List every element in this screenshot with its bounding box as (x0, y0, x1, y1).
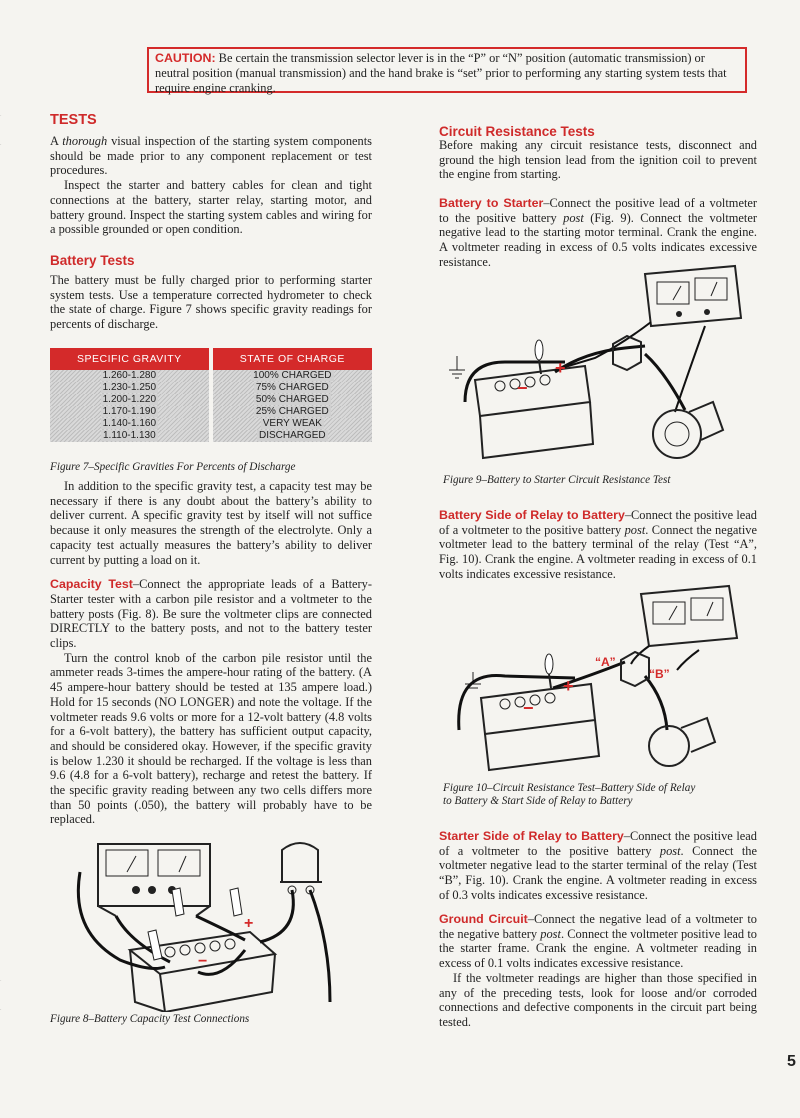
figure-10-caption: Figure 10–Circuit Resistance Test–Battery Side of Relay to Battery & Start Side of Relay to Battery (443, 782, 696, 807)
fig8-minus-sign: − (198, 953, 208, 970)
tests-paragraph-2: Inspect the starter and battery cables for clean and tight connections at the battery, starter relay, starting motor, and battery ground. Inspect the starting system cables and wiring for a possible grounded or open condition. (50, 178, 372, 237)
figure-9-caption: Figure 9–Battery to Starter Circuit Resistance Test (443, 474, 671, 486)
fig10-label-a: “A” (595, 655, 616, 669)
capacity-test-paragraph-2: Turn the control knob of the carbon pile resistor until the ammeter reads 3-times the ampere-hour rating of the battery. (A 45 ampere-hour battery should be tested at 135 ampere load.) Hold for 15 seconds (NO LONGER) and note the voltage. If the voltmeter reads 9.6 volts or more for a 12-volt battery (4.8 volts for a 6-volt battery), the battery has sufficient output capacity, and should be considered okay. However, if the specific gravity is below 1.230 it should be recharged. If the voltage is less than 9.6 (4.8 for a 6-volt battery), recharge and retest the battery. If the specific gravity reading between any two cells differs more than 50 points (.050), the battery will probably have to be replaced. (50, 650, 372, 827)
caution-text: Be certain the transmission selector lever is in the “P” or “N” position (automatic transmission) or neutral position (manual transmission) and the hand brake is “set” prior to performing any starting system tests that require engine cranking. (155, 51, 727, 95)
table-row: 1.170-1.190 25% CHARGED (50, 406, 372, 418)
capacity-test-heading: Capacity Test (50, 577, 133, 592)
fig10-label-b: “B” (649, 667, 670, 681)
table-row: 1.260-1.280 100% CHARGED (50, 370, 372, 382)
figure-8-caption: Figure 8–Battery Capacity Test Connections (50, 1013, 250, 1025)
figure-10-illustration (445, 580, 745, 780)
fig8-plus-sign: + (244, 915, 254, 932)
fig9-minus-sign: − (517, 378, 528, 398)
fig10-minus-sign: − (523, 698, 534, 718)
battery-to-starter-heading: Battery to Starter (439, 196, 544, 210)
capacity-test-paragraph: Capacity Test–Connect the appropriate leads of a Battery-Starter tester with a carbon pile resistor and a voltmeter to the battery posts (Fig. 8). Be sure the voltmeter clips are connected DIRECTLY to the battery posts, and not to the battery tester clips. (50, 577, 372, 651)
capacity-intro-paragraph: In addition to the specific gravity test, a capacity test may be necessary if there is any doubt about the battery’s ability to deliver current. A specific gravity test by itself will not suffice because it only measures the strength of the electrolyte. Only a capacity test actually measures the battery’s ability to deliver current by putting a load on it. (50, 479, 372, 567)
ground-circuit-paragraph: Ground Circuit–Connect the negative lead of a voltmeter to the negative battery post. Connect the voltmeter positive lead to the starter frame. Crank the engine. A voltmeter reading in excess of 0.1 volts indicates excessive resistance. (439, 912, 757, 971)
figure-8-illustration (60, 832, 350, 1012)
circuit-resistance-paragraph: Before making any circuit resistance tests, disconnect and ground the high tension lead from the ignition coil to prevent the engine from starting. (439, 138, 757, 182)
circuit-resistance-heading: Circuit Resistance Tests (439, 124, 595, 139)
ground-circuit-heading: Ground Circuit (439, 912, 528, 926)
binder-hole (0, 980, 9, 1010)
battery-to-starter-paragraph: Battery to Starter–Connect the positive lead of a voltmeter to the positive battery post (Fig. 9). Connect the voltmeter negative lead to the starting motor terminal. Crank the engine. A voltmeter reading in excess of 0.5 volts indicates excessive resistance. (439, 196, 758, 269)
tests-paragraph-1: A thorough visual inspection of the starting system components should be made prior to any component replacement or test procedures. (50, 134, 372, 178)
fig9-plus-sign: + (555, 358, 566, 378)
table-row: 1.230-1.250 75% CHARGED (50, 382, 372, 394)
table-row: 1.110-1.130 DISCHARGED (50, 430, 372, 442)
fig10-plus-sign: + (563, 676, 574, 696)
caution-box (147, 47, 747, 93)
ground-circuit-section (439, 912, 757, 1030)
starter-side-relay-paragraph: Starter Side of Relay to Battery–Connect the positive lead of a voltmeter to the positive battery post. Connect the voltmeter negative lead to the starter terminal of the relay (Test “B”, Fig. 10). Crank the engine. A voltmeter reading in excess of 0.3 volts indicates excessive resistance. (439, 829, 757, 902)
battery-tests-heading: Battery Tests (50, 253, 135, 268)
specific-gravity-table (50, 348, 372, 442)
battery-side-relay-paragraph: Battery Side of Relay to Battery–Connect the positive lead of a voltmeter to the positive battery post. Connect the negative voltmeter lead to the battery terminal of the relay (Test “A”, Fig. 10). Crank the engine. A voltmeter reading in excess of 0.1 volts indicates excessive resistance. (439, 508, 757, 581)
figure-7-caption: Figure 7–Specific Gravities For Percents of Discharge (50, 461, 296, 473)
table-row: 1.140-1.160 VERY WEAK (50, 418, 372, 430)
table-header-specific-gravity: SPECIFIC GRAVITY (50, 348, 211, 370)
starter-side-relay-heading: Starter Side of Relay to Battery (439, 829, 624, 843)
page-number: 5 (787, 1053, 796, 1070)
caution-label: CAUTION: (155, 51, 216, 65)
figure-9-illustration (445, 262, 745, 472)
tests-body (50, 134, 372, 237)
binder-hole (0, 115, 9, 145)
table-row: 1.200-1.220 50% CHARGED (50, 394, 372, 406)
battery-side-relay-heading: Battery Side of Relay to Battery (439, 508, 625, 522)
ground-circuit-paragraph-2: If the voltmeter readings are higher than those specified in any of the preceding tests, look for loose and/or corroded connections and defective components in the circuit part being tested. (439, 970, 757, 1029)
battery-tests-paragraph: The battery must be fully charged prior to performing starter system tests. Use a temperature corrected hydrometer to check the state of charge. Figure 7 shows specific gravity readings for percents of discharge. (50, 273, 372, 332)
capacity-body (50, 479, 372, 827)
tests-heading: TESTS (50, 112, 97, 128)
table-header-state-of-charge: STATE OF CHARGE (211, 348, 372, 370)
